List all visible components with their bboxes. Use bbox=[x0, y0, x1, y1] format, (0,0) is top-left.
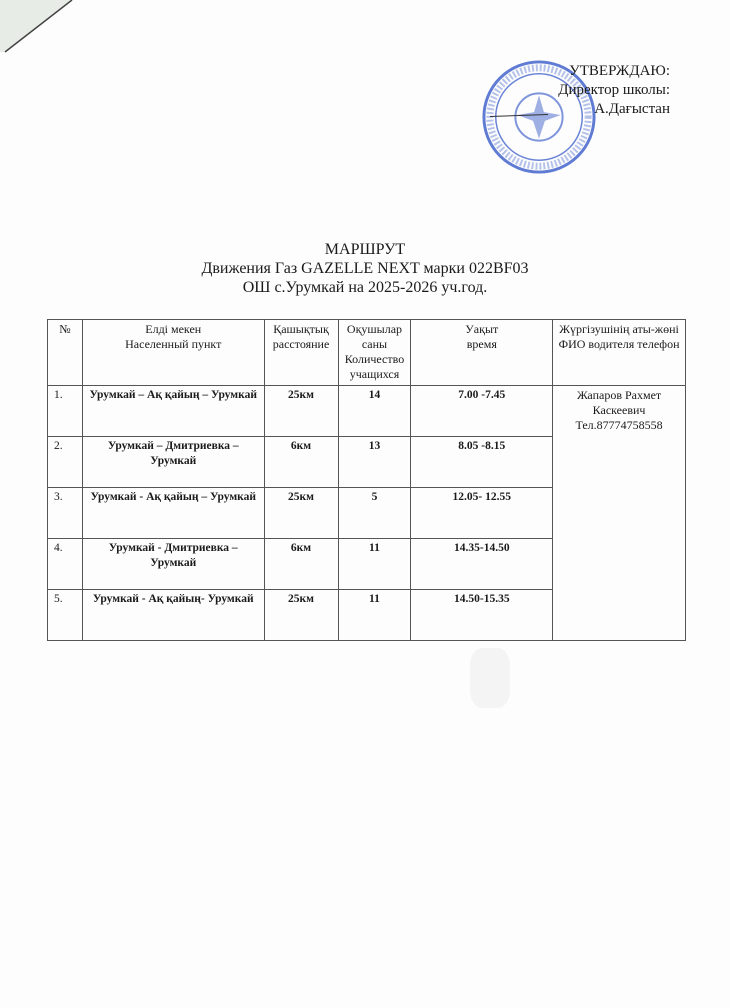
row-students: 13 bbox=[338, 437, 411, 488]
header-driver: Жүргізушінің аты-жөні ФИО водителя телефон bbox=[553, 320, 686, 386]
driver-name: Жапаров Рахмет bbox=[576, 388, 662, 402]
table-row bbox=[48, 386, 686, 437]
approval-heading: УТВЕРЖДАЮ: bbox=[569, 63, 670, 79]
header-place: Елді мекен Населенный пункт bbox=[82, 320, 264, 386]
row-place: Урумкай – Ақ қайың – Урумкай bbox=[82, 386, 264, 437]
row-number: 5. bbox=[48, 590, 83, 641]
header-students: Оқушылар саны Количество учащихся bbox=[338, 320, 411, 386]
approval-position: Директор школы: bbox=[558, 82, 670, 98]
row-distance: 25км bbox=[264, 386, 338, 437]
driver-phone: Тел.87774758558 bbox=[575, 418, 663, 432]
scan-artifact bbox=[470, 648, 510, 708]
row-time: 8.05 -8.15 bbox=[411, 437, 553, 488]
driver-patronymic: Каскеевич bbox=[592, 403, 646, 417]
row-time: 12.05- 12.55 bbox=[411, 488, 553, 539]
driver-cell bbox=[553, 386, 686, 641]
row-number: 4. bbox=[48, 539, 83, 590]
row-time: 7.00 -7.45 bbox=[411, 386, 553, 437]
row-number: 2. bbox=[48, 437, 83, 488]
document-title bbox=[0, 240, 730, 297]
row-students: 11 bbox=[338, 590, 411, 641]
row-place: Урумкай - Дмитриевка – Урумкай bbox=[82, 539, 264, 590]
row-distance: 6км bbox=[264, 437, 338, 488]
table-header-row bbox=[48, 320, 686, 386]
row-place: Урумкай - Ақ қайың- Урумкай bbox=[82, 590, 264, 641]
page-fold-corner bbox=[0, 0, 80, 55]
title-main: МАРШРУТ bbox=[324, 241, 406, 258]
header-time: Уақыт время bbox=[411, 320, 553, 386]
row-distance: 25км bbox=[264, 488, 338, 539]
row-students: 14 bbox=[338, 386, 411, 437]
header-distance: Қашықтық расстояние bbox=[264, 320, 338, 386]
row-time: 14.35-14.50 bbox=[411, 539, 553, 590]
route-table bbox=[47, 319, 686, 641]
row-distance: 25км bbox=[264, 590, 338, 641]
row-students: 5 bbox=[338, 488, 411, 539]
approval-name: А.Дағыстан bbox=[594, 101, 670, 117]
title-vehicle: Движения Газ GAZELLE NEXT марки 022BF03 bbox=[201, 260, 529, 277]
row-time: 14.50-15.35 bbox=[411, 590, 553, 641]
row-students: 11 bbox=[338, 539, 411, 590]
approval-block bbox=[500, 62, 680, 119]
row-distance: 6км bbox=[264, 539, 338, 590]
header-number: № bbox=[48, 320, 83, 386]
row-place: Урумкай – Дмитриевка – Урумкай bbox=[82, 437, 264, 488]
title-school-year: ОШ с.Урумкай на 2025-2026 уч.год. bbox=[242, 279, 488, 296]
row-number: 3. bbox=[48, 488, 83, 539]
row-place: Урумкай - Ақ қайың – Урумкай bbox=[82, 488, 264, 539]
row-number: 1. bbox=[48, 386, 83, 437]
